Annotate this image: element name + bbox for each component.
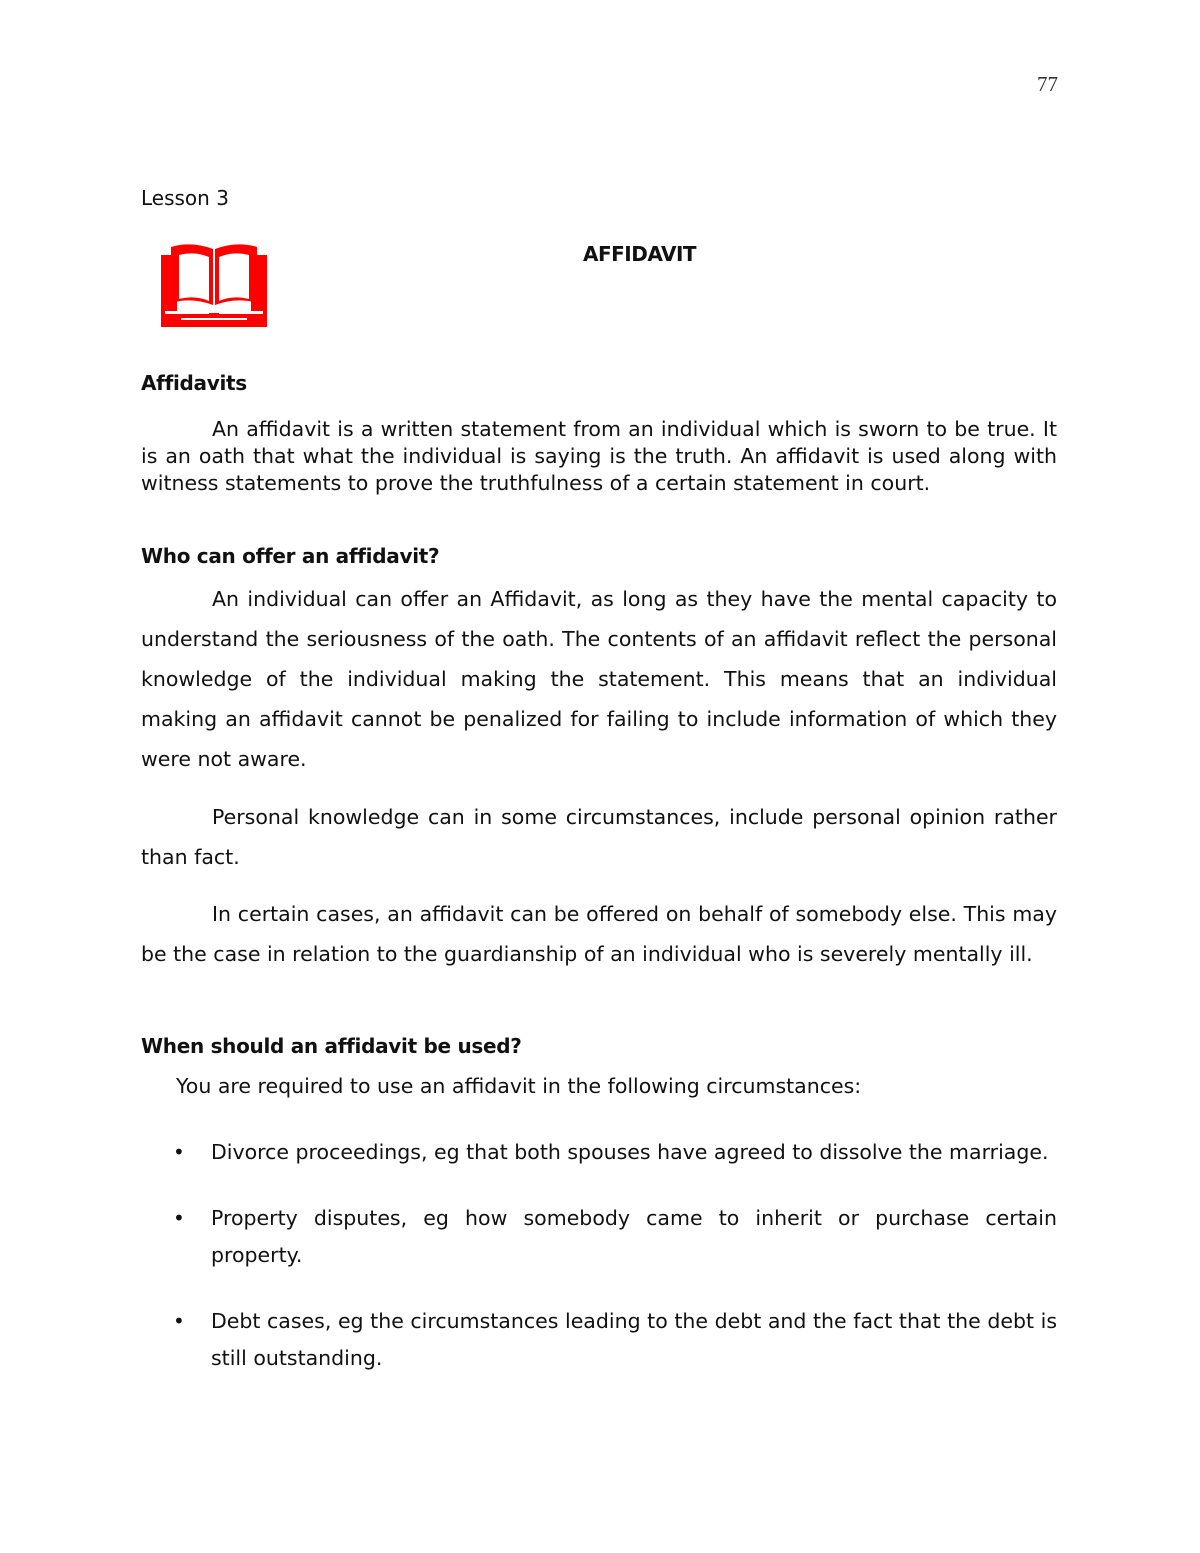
section-heading-when: When should an affidavit be used? [141,1034,522,1058]
list-item [141,1200,1057,1274]
list-item [141,1303,1057,1377]
lesson-label: Lesson 3 [141,186,229,210]
book-icon [161,241,267,327]
who-paragraph-3: In certain cases, an affidavit can be offered on behalf of somebody else. This may be the case in relation to the guardianship of an individual who is severely mentally ill. [141,902,1057,966]
list-item-text: Debt cases, eg the circumstances leading to the debt and the fact that the debt is still outstanding. [211,1309,1057,1370]
section-heading-who: Who can offer an affidavit? [141,544,440,568]
bullet-icon: • [173,1206,185,1230]
section-heading-affidavits: Affidavits [141,371,247,395]
who-paragraph-1: An individual can offer an Affidavit, as long as they have the mental capacity to understand the seriousness of the oath. The contents of an affidavit reflect the personal knowledge of the individual making the statement. This means that an individual making an affidavit cannot be penalized for failing to include information of which they were not aware. [141,587,1057,771]
bullet-icon: • [173,1309,185,1333]
who-paragraph-2: Personal knowledge can in some circumstances, include personal opinion rather than fact. [141,805,1057,869]
list-item-text: Property disputes, eg how somebody came to inherit or purchase certain property. [211,1206,1057,1267]
document-title: AFFIDAVIT [583,242,697,266]
bullet-icon: • [173,1140,185,1164]
page-number: 77 [1037,72,1058,96]
list-item [141,1134,1057,1171]
when-intro: You are required to use an affidavit in the following circumstances: [176,1074,862,1098]
list-item-text: Divorce proceedings, eg that both spouses have agreed to dissolve the marriage. [211,1140,1049,1164]
affidavits-paragraph: An affidavit is a written statement from an individual which is sworn to be true. It is an oath that what the individual is saying is the truth. An affidavit is used along with witness statements to prove the truthfulness of a certain statement in court. [141,417,1057,495]
